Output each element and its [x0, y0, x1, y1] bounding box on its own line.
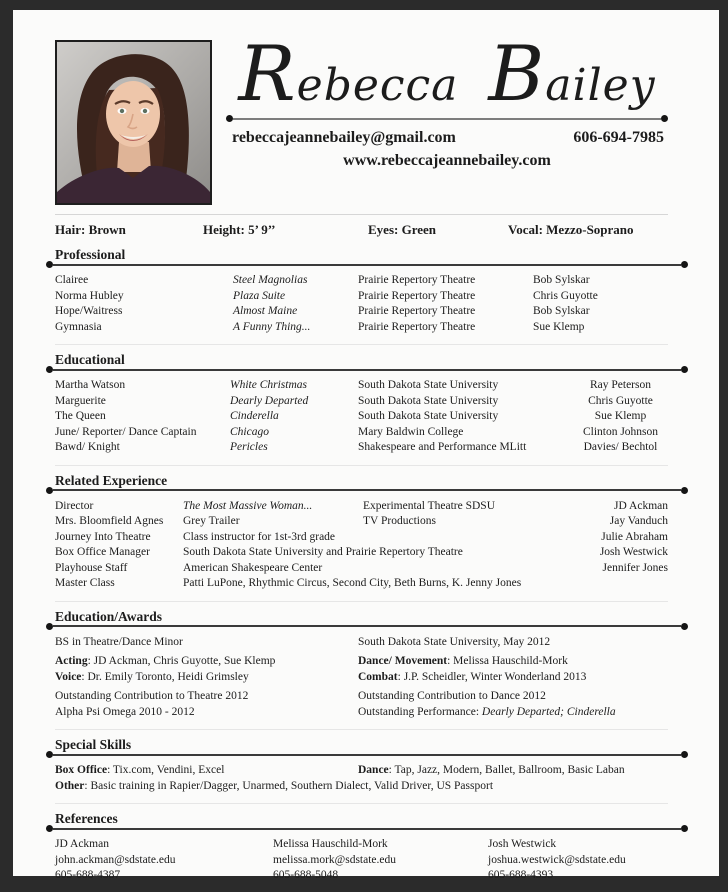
venue-cell: Prairie Repertory Theatre	[358, 320, 476, 333]
stat-height: Height: 5’ 9’’	[203, 222, 276, 237]
voice-label: Voice	[55, 670, 82, 683]
award-line: Outstanding Contribution to Dance 2012	[358, 690, 546, 702]
show-cell: Chicago	[230, 425, 269, 438]
role-cell: Box Office Manager	[55, 546, 150, 558]
reference-email: john.ackman@sdstate.edu	[55, 853, 176, 866]
page-title	[226, 29, 668, 118]
name-first: Rebecca	[238, 29, 459, 118]
show-cell: Dearly Departed	[230, 394, 309, 407]
director-cell: Clinton Johnson	[582, 425, 659, 438]
dance-skills-label: Dance	[358, 764, 389, 776]
role-cell: Director	[55, 499, 94, 512]
professional-table	[55, 273, 668, 335]
stat-hair: Hair: Brown	[55, 222, 126, 237]
section-education-awards	[55, 601, 668, 721]
header	[55, 30, 668, 205]
website-text: www.rebeccajeannebailey.com	[343, 152, 551, 169]
headshot-photo	[55, 40, 212, 205]
acting-text: : JD Ackman, Chris Guyotte, Sue Klemp	[87, 655, 276, 667]
award-line	[358, 705, 668, 721]
dance-skills-line	[358, 763, 668, 779]
org-cell: TV Productions	[363, 515, 436, 527]
reference-phone: 605-688-5048	[273, 869, 339, 881]
desc-cell: The Most Massive Woman...	[183, 499, 313, 512]
section-title: Educational	[55, 352, 125, 367]
director-cell: Chris Guyotte	[588, 394, 653, 407]
section-title: References	[55, 811, 118, 826]
venue-cell: Prairie Repertory Theatre	[358, 274, 476, 286]
role-cell: Marguerite	[55, 394, 106, 407]
venue-cell: South Dakota State University	[358, 379, 499, 391]
resume-page	[13, 10, 719, 881]
award-prefix: Outstanding Performance:	[358, 705, 482, 718]
show-cell: A Funny Thing...	[233, 320, 311, 333]
school-line: South Dakota State University, May 2012	[358, 635, 551, 648]
dance-line	[358, 654, 668, 670]
venue-cell: Prairie Repertory Theatre	[358, 305, 476, 317]
role-cell: Journey Into Theatre	[55, 530, 151, 543]
director-cell: Davies/ Bechtol	[583, 441, 658, 453]
dance-skills-text: : Tap, Jazz, Modern, Ballet, Ballroom, Basic Laban	[388, 764, 625, 776]
role-cell: Master Class	[55, 577, 115, 589]
box-office-label: Box Office	[55, 764, 108, 776]
section-educational	[55, 344, 668, 456]
skills-row-1	[55, 763, 668, 779]
name-cell: Josh Westwick	[599, 546, 668, 558]
box-office-line	[55, 763, 358, 779]
award-shows: Dearly Departed; Cinderella	[481, 705, 616, 718]
dance-text: : Melissa Hauschild-Mork	[447, 655, 568, 667]
reference-name: Josh Westwick	[488, 838, 557, 850]
org-cell: Experimental Theatre SDSU	[363, 499, 496, 512]
acting-label: Acting	[55, 655, 88, 667]
director-cell: Sue Klemp	[533, 320, 585, 333]
director-cell: Ray Peterson	[589, 379, 651, 391]
reference-card	[488, 837, 668, 884]
header-right	[226, 30, 668, 205]
degree-line: BS in Theatre/Dance Minor	[55, 635, 183, 648]
reference-card	[273, 837, 488, 884]
desc-cell: Patti LuPone, Rhythmic Circus, Second City, Beth Burns, K. Jenny Jones	[183, 577, 522, 589]
other-skills-text: : Basic training in Rapier/Dagger, Unarmed, Southern Dialect, Valid Driver, US Passport	[84, 779, 494, 792]
role-cell: Norma Hubley	[55, 289, 124, 302]
role-cell: Hope/Waitress	[55, 305, 123, 317]
desc-cell: Grey Trailer	[183, 515, 240, 527]
references-body	[55, 837, 668, 884]
director-cell: Bob Sylskar	[533, 274, 590, 286]
name-cell: JD Ackman	[614, 499, 668, 512]
section-title: Related Experience	[55, 472, 168, 488]
voice-text: : Dr. Emily Toronto, Heidi Grimsley	[81, 670, 249, 683]
section-rule	[46, 366, 688, 373]
venue-cell: South Dakota State University	[358, 394, 499, 407]
desc-cell: American Shakespeare Center	[183, 561, 323, 574]
other-skills-label: Other	[55, 779, 85, 792]
section-rule	[46, 751, 688, 758]
venue-cell: Shakespeare and Performance MLitt	[358, 441, 527, 453]
headshot-photo-illustration	[57, 42, 210, 203]
email-text: rebeccajeannebailey@gmail.com	[232, 129, 456, 146]
education-awards-body	[55, 635, 668, 721]
role-cell: Playhouse Staff	[55, 561, 128, 574]
name-cell: Jay Vanduch	[609, 515, 668, 527]
section-title: Special Skills	[55, 737, 132, 752]
director-cell: Bob Sylskar	[533, 305, 590, 317]
section-related-experience	[55, 465, 668, 592]
show-cell: Almost Maine	[233, 305, 298, 317]
role-cell: Gymnasia	[55, 320, 102, 333]
role-cell: The Queen	[55, 410, 106, 422]
show-cell: Steel Magnolias	[233, 274, 308, 286]
venue-cell: Mary Baldwin College	[358, 425, 464, 438]
role-cell: Mrs. Bloomfield Agnes	[55, 515, 164, 527]
role-cell: June/ Reporter/ Dance Captain	[55, 425, 197, 438]
phone-text: 606-694-7985	[573, 129, 664, 146]
reference-name: JD Ackman	[55, 838, 109, 850]
stat-eyes: Eyes: Green	[368, 222, 436, 237]
acting-line	[55, 654, 358, 670]
reference-email: joshua.westwick@sdstate.edu	[488, 853, 626, 866]
dance-label: Dance/ Movement	[358, 655, 448, 667]
role-cell: Martha Watson	[55, 379, 126, 391]
reference-card	[55, 837, 273, 884]
education-awards-left-column	[55, 635, 358, 721]
award-line: Outstanding Contribution to Theatre 2012	[55, 690, 249, 702]
name-cell: Jennifer Jones	[602, 561, 668, 574]
desc-cell: Class instructor for 1st-3rd grade	[183, 530, 336, 543]
reference-email: melissa.mork@sdstate.edu	[273, 853, 397, 866]
show-cell: White Christmas	[230, 379, 307, 391]
educational-table	[55, 378, 668, 456]
section-special-skills	[55, 729, 668, 794]
role-cell: Clairee	[55, 274, 89, 286]
section-title: Professional	[55, 247, 126, 262]
show-cell: Plaza Suite	[233, 289, 286, 302]
venue-cell: South Dakota State University	[358, 410, 499, 422]
reference-phone: 605-688-4393	[488, 869, 554, 881]
combat-label: Combat	[358, 670, 398, 683]
reference-phone: 605-688-4387	[55, 869, 121, 881]
director-cell: Chris Guyotte	[533, 289, 598, 302]
section-title: Education/Awards	[55, 608, 163, 624]
contact-line	[226, 122, 668, 147]
award-line: Alpha Psi Omega 2010 - 2012	[55, 705, 195, 718]
reference-name: Melissa Hauschild-Mork	[273, 838, 388, 850]
venue-cell: Prairie Repertory Theatre	[358, 289, 476, 302]
vital-stats-row	[55, 214, 668, 238]
voice-line	[55, 670, 358, 686]
combat-line	[358, 670, 668, 686]
section-professional	[55, 247, 668, 335]
show-cell: Cinderella	[230, 410, 279, 422]
combat-text: : J.P. Scheidler, Winter Wonderland 2013	[397, 670, 587, 683]
other-skills-line	[55, 779, 668, 795]
role-cell: Bawd/ Knight	[55, 441, 120, 453]
name-last: Bailey	[488, 29, 656, 118]
special-skills-body	[55, 763, 668, 794]
box-office-text: : Tix.com, Vendini, Excel	[107, 764, 225, 776]
education-awards-right-column	[358, 635, 668, 721]
stat-vocal: Vocal: Mezzo-Soprano	[508, 222, 634, 237]
show-cell: Pericles	[230, 441, 268, 453]
section-rule	[46, 261, 688, 268]
section-rule	[46, 825, 688, 832]
director-cell: Sue Klemp	[594, 410, 647, 422]
name-cell: Julie Abraham	[601, 530, 668, 543]
desc-cell: South Dakota State University and Prairie Repertory Theatre	[183, 546, 463, 558]
related-experience-table	[55, 499, 668, 592]
section-references	[55, 803, 668, 884]
